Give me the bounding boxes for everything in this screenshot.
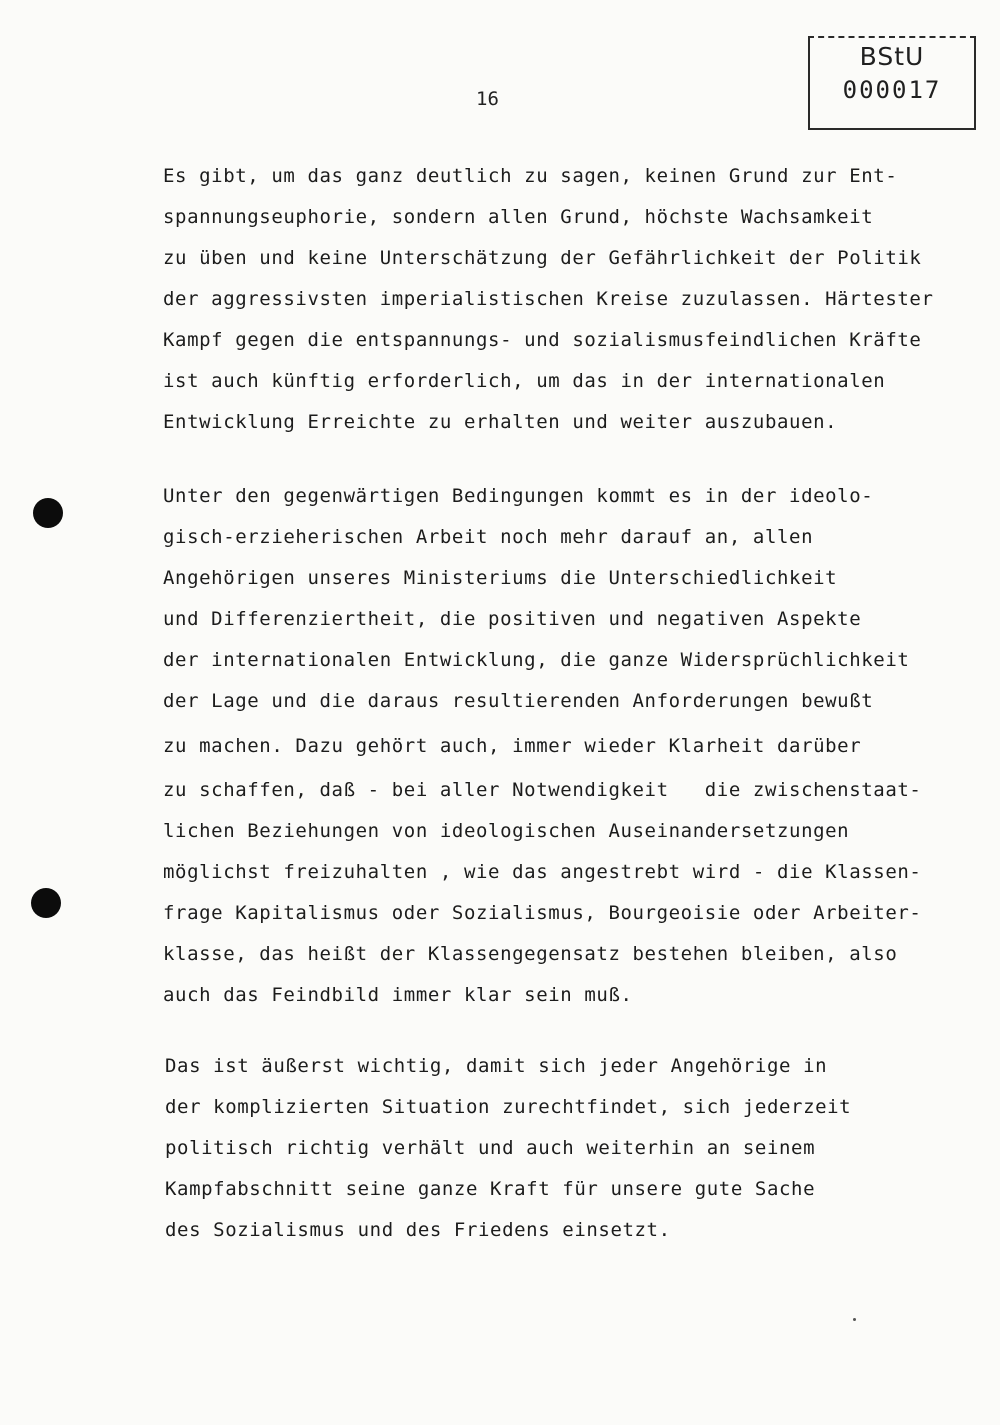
text-line: Entwicklung Erreichte zu erhalten und weiter auszubauen. [163,411,838,433]
paragraph-1 [163,156,934,443]
text-line: auch das Feindbild immer klar sein muß. [163,984,633,1006]
text-line: der internationalen Entwicklung, die ganze Widersprüchlichkeit [163,649,910,671]
archive-stamp [808,36,976,130]
text-line: lichen Beziehungen von ideologischen Auseinandersetzungen [163,820,850,842]
text-line: Das ist äußerst wichtig, damit sich jeder Angehörige in [165,1055,828,1077]
text-line: und Differenziertheit, die positiven und negativen Aspekte [163,608,862,630]
text-line: zu üben und keine Unterschätzung der Gefährlichkeit der Politik [163,247,922,269]
text-line: Es gibt, um das ganz deutlich zu sagen, keinen Grund zur Ent- [163,165,898,187]
paragraph-2 [163,476,921,1016]
text-line: Angehörigen unseres Ministeriums die Unterschiedlichkeit [163,567,838,589]
text-line: der Lage und die daraus resultierenden Anforderungen bewußt [163,690,874,712]
punch-hole-mark [33,498,63,528]
text-line: klasse, das heißt der Klassengegensatz bestehen bleiben, also [163,943,898,965]
text-line: der komplizierten Situation zurechtfindet, sich jederzeit [165,1096,852,1118]
text-line: spannungseuphorie, sondern allen Grund, höchste Wachsamkeit [163,206,874,228]
text-line: ist auch künftig erforderlich, um das in der internationalen [163,370,886,392]
text-line: Kampf gegen die entspannungs- und sozialismusfeindlichen Kräfte [163,329,922,351]
text-line: frage Kapitalismus oder Sozialismus, Bourgeoisie oder Arbeiter- [163,902,922,924]
stamp-archive-name: BStU [859,42,925,71]
text-line: möglichst freizuhalten , wie das angestrebt wird - die Klassen- [163,861,922,883]
text-line: Kampfabschnitt seine ganze Kraft für unsere gute Sache [165,1178,816,1200]
text-line: politisch richtig verhält und auch weiterhin an seinem [165,1137,816,1159]
text-line: gisch-erzieherischen Arbeit noch mehr darauf an, allen [163,526,814,548]
text-line: des Sozialismus und des Friedens einsetzt. [165,1219,671,1241]
text-line: zu machen. Dazu gehört auch, immer wieder Klarheit darüber [163,735,862,757]
text-line: Unter den gegenwärtigen Bedingungen kommt es in der ideolo- [163,485,874,507]
scan-speck [853,1318,856,1321]
paragraph-3 [165,1046,851,1251]
text-line: zu schaffen, daß - bei aller Notwendigkeit die zwischenstaat- [163,779,922,801]
page-number: 16 [476,88,499,110]
text-line: der aggressivsten imperialistischen Kreise zuzulassen. Härtester [163,288,934,310]
punch-hole-mark [31,888,61,918]
stamp-page-number: 000017 [842,76,942,104]
